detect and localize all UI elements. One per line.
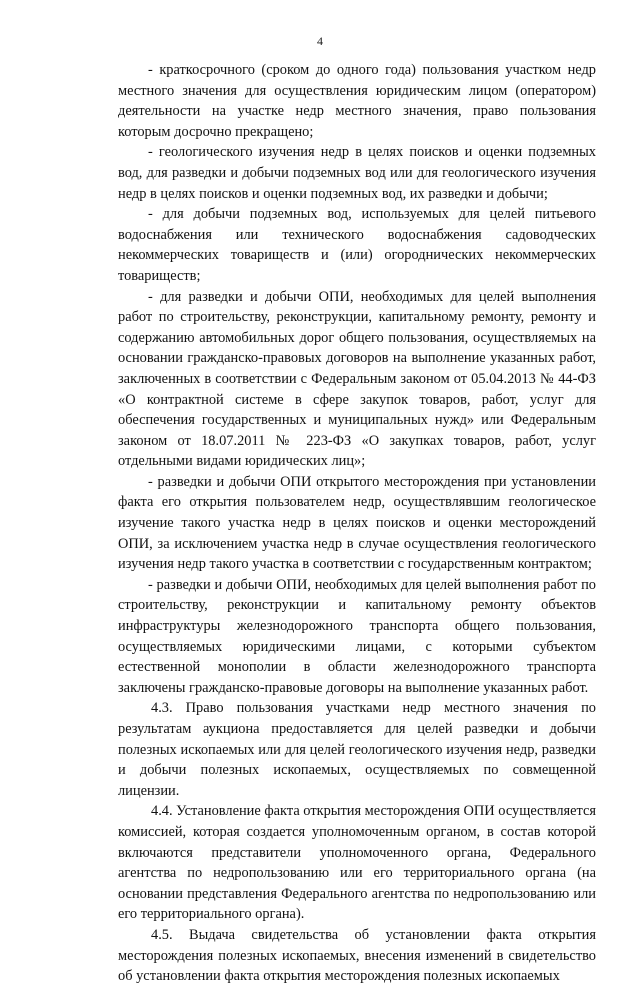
- list-item-road-construction: - для разведки и добычи ОПИ, необходимых для целей выполнения работ по строительству, реконструкции, капитальному ремонту, ремонту и содержанию автомобильных дорог общего пользования, осуществляемых на основании гражданско-правовых договоров на выполнение указанных работ, заключенных в соответствии с Федеральным законом от 05.04.2013 № 44-ФЗ «О контрактной системе в сфере закупок товаров, работ, услуг для обеспечения государственных и муниципальных нужд» или Федеральным законом от 18.07.2011 № 223-ФЗ «О закупках товаров, работ, услуг отдельными видами юридических лиц»;: [118, 288, 596, 470]
- list-item-short-term-use: - краткосрочного (сроком до одного года) пользования участком недр местного значения для осуществления юридическим лицом (оператором) деятельности на участке недр местного значения, право пользования которым досрочно прекращено;: [118, 62, 596, 140]
- list-item-railway-infrastructure: - разведки и добычи ОПИ, необходимых для целей выполнения работ по строительству, реконструкции и капитальному ремонту объектов инфраструктуры железнодорожного транспорта общего пользования, осуществляемых юридическими лицами, с которыми субъектом естественной монополии в области железнодорожного транспорта заключены гражданско-правовые договоры на выполнение указанных работ.: [118, 576, 596, 696]
- list-item-drinking-water: - для добычи подземных вод, используемых для целей питьевого водоснабжения или технического водоснабжения садоводческих некоммерческих товариществ и (или) огороднических некоммерческих товариществ;: [118, 206, 596, 284]
- page-number: 4: [317, 34, 323, 48]
- section-4-4: 4.4. Установление факта открытия месторождения ОПИ осуществляется комиссией, которая создается уполномоченным органом, в состав которой включаются представители уполномоченного органа, Федерального агентства по недропользованию или его территориального органа (на основании представления Федерального агентства по недропользованию или его территориального органа).: [118, 803, 596, 923]
- document-body: [118, 60, 596, 987]
- list-item-open-deposit: - разведки и добычи ОПИ открытого месторождения при установлении факта его открытия пользователем недр, осуществлявшим геологическое изучение такого участка недр в целях поисков и оценки месторождений ОПИ, за исключением участка недр в случае осуществления геологического изучения недр такого участка в соответствии с государственным контрактом;: [118, 473, 596, 573]
- section-4-5: 4.5. Выдача свидетельства об установлении факта открытия месторождения полезных ископаемых, внесения изменений в свидетельство об установлении факта открытия месторождения полезных ископаемых: [118, 926, 596, 985]
- section-4-3: 4.3. Право пользования участками недр местного значения по результатам аукциона предоставляется для целей разведки и добычи полезных ископаемых или для целей геологического изучения недр, разведки и добычи полезных ископаемых, осуществляемых по совмещенной лицензии.: [118, 700, 596, 799]
- list-item-groundwater-study: - геологического изучения недр в целях поисков и оценки подземных вод, для разведки и добычи подземных вод или для геологического изучения недр в целях поисков и оценки подземных вод, их разведки и добычи;: [118, 144, 596, 202]
